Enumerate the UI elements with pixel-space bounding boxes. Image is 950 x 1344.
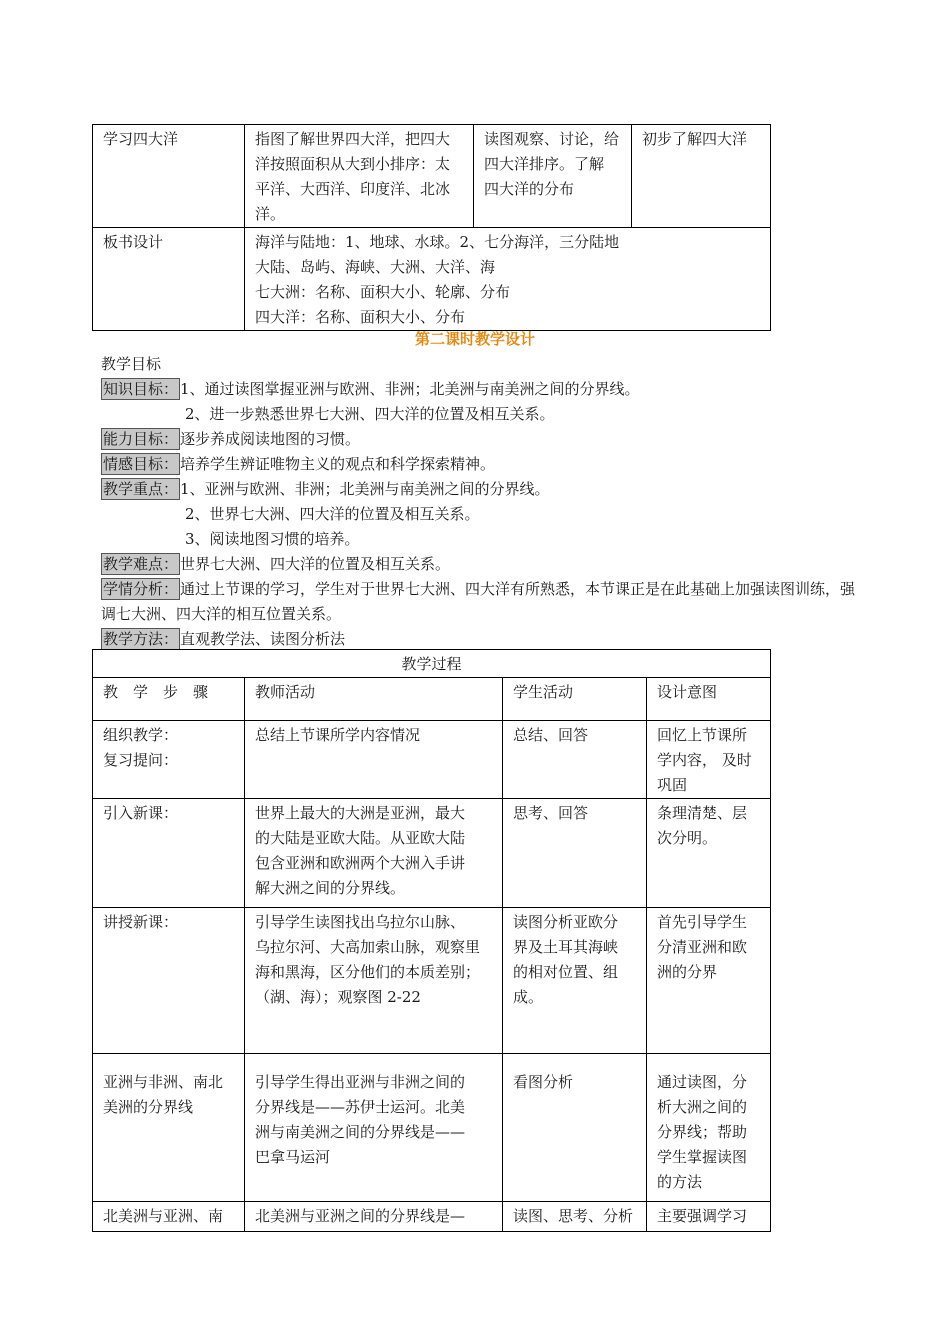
intent-cell: 主要强调学习 [647,1202,771,1232]
student-cell: 总结、回答 [503,721,647,799]
keypoint-text-1: 1、亚洲与欧洲、非洲；北美洲与南美洲之间的分界线。 [180,480,550,498]
step-cell: 讲授新课： [93,908,245,1054]
board-content: 海洋与陆地：1、地球、水球。2、七分海洋，三分陆地 大陆、岛屿、海峡、大洲、大洋、海 七大洲：名称、面积大小、轮廓、分布 四大洋：名称、面积大小、分布 [245,228,771,331]
emotion-text: 培养学生辨证唯物主义的观点和科学探索精神。 [180,455,496,473]
table-row [93,721,771,799]
step-cell: 引入新课： [93,799,245,908]
teacher-cell: 总结上节课所学内容情况 [245,721,503,799]
ability-text: 逐步养成阅读地图的习惯。 [180,430,361,448]
ability-tag: 能力目标： [103,430,179,448]
header-steps: 教 学 步 骤 [93,678,245,721]
design-intent: 初步了解四大洋 [632,125,771,228]
board-label: 板书设计 [93,228,245,331]
table-row [93,228,771,331]
method-text: 直观教学法、读图分析法 [180,630,346,648]
analysis-text-1: 通过上节课的学习，学生对于世界七大洲、四大洋有所熟悉，本节课正是在此基础上加强读图训练，强 [180,580,856,598]
row-label: 学习四大洋 [93,125,245,228]
student-cell: 读图分析亚欧分 界及土耳其海峡 的相对位置、组 成。 [503,908,647,1054]
process-title: 教学过程 [93,650,771,678]
emotion-tag: 情感目标： [103,455,179,473]
table-title-row [93,650,771,678]
student-cell: 看图分析 [503,1054,647,1202]
difficulty-text: 世界七大洲、四大洋的位置及相互关系。 [180,555,451,573]
difficulty-tag: 教学难点： [103,555,179,573]
intent-cell: 回忆上节课所 学内容， 及时 巩固 [647,721,771,799]
teacher-cell: 北美洲与亚洲之间的分界线是— [245,1202,503,1232]
table-header-row [93,678,771,721]
objectives-section [101,352,931,652]
header-student: 学生活动 [503,678,647,721]
teaching-process-table [92,649,771,1232]
lesson2-title: 第二课时教学设计 [414,330,535,348]
student-cell: 读图、思考、分析 [503,1202,647,1232]
teacher-cell: 世界上最大的大洲是亚洲，最大 的大陆是亚欧大陆。从亚欧大陆 包含亚洲和欧洲两个大洲入手讲 解大洲之间的分界线。 [245,799,503,908]
table-row [93,908,771,1054]
analysis-text-2: 调七大洲、四大洋的相互位置关系。 [101,605,342,623]
keypoint-text-2: 2、世界七大洲、四大洋的位置及相互关系。 [185,505,480,523]
knowledge-tag: 知识目标： [103,380,179,398]
step-cell: 亚洲与非洲、南北 美洲的分界线 [93,1054,245,1202]
intent-cell: 条理清楚、层 次分明。 [647,799,771,908]
keypoint-tag: 教学重点： [103,480,179,498]
intent-cell: 通过读图，分 析大洲之间的 分界线；帮助 学生掌握读图 的方法 [647,1054,771,1202]
header-intent: 设计意图 [647,678,771,721]
teacher-cell: 引导学生得出亚洲与非洲之间的 分界线是——苏伊士运河。北美 洲与南美洲之间的分界线是—— 巴拿马运河 [245,1054,503,1202]
step-cell: 北美洲与亚洲、南 [93,1202,245,1232]
student-activity: 读图观察、讨论，给 四大洋排序。了解 四大洋的分布 [474,125,632,228]
objectives-heading: 教学目标 [101,355,162,373]
lesson1-table [92,124,771,331]
method-tag: 教学方法： [103,630,179,648]
knowledge-text-2: 2、进一步熟悉世界七大洲、四大洋的位置及相互关系。 [185,405,555,423]
teacher-cell: 引导学生读图找出乌拉尔山脉、 乌拉尔河、大高加索山脉，观察里 海和黑海，区分他们的本质差别； （湖、海）；观察图 2-22 [245,908,503,1054]
teacher-activity: 指图了解世界四大洋，把四大 洋按照面积从大到小排序：太 平洋、大西洋、印度洋、北冰 洋。 [245,125,474,228]
knowledge-text: 1、通过读图掌握亚洲与欧洲、非洲；北美洲与南美洲之间的分界线。 [180,380,640,398]
student-cell: 思考、回答 [503,799,647,908]
analysis-tag: 学情分析： [103,580,179,598]
header-teacher: 教师活动 [245,678,503,721]
step-cell: 组织教学： 复习提问： [93,721,245,799]
table-row [93,125,771,228]
table-row [93,1202,771,1232]
keypoint-text-3: 3、阅读地图习惯的培养。 [185,530,360,548]
table-row [93,1054,771,1202]
table-row [93,799,771,908]
intent-cell: 首先引导学生 分清亚洲和欧 洲的分界 [647,908,771,1054]
